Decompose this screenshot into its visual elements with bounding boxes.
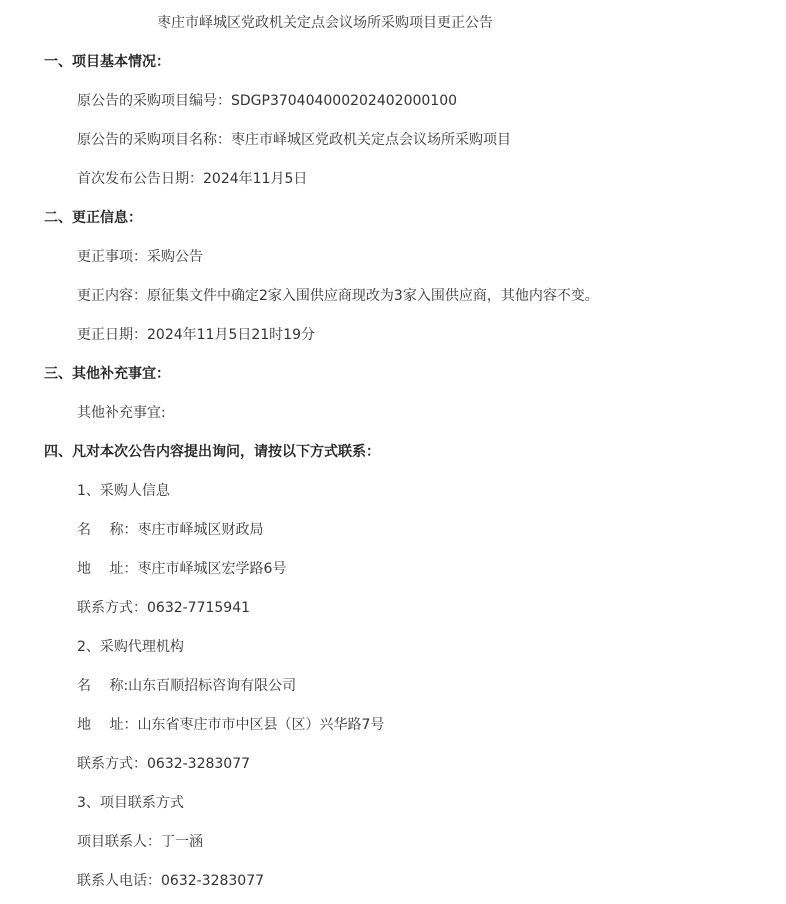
section-heading-basic-info: 一、项目基本情况： <box>44 54 170 70</box>
first-publish-date: 首次发布公告日期：2024年11月5日 <box>77 171 308 187</box>
agency-phone: 联系方式：0632-3283077 <box>77 756 251 772</box>
purchaser-name: 名 称：枣庄市峄城区财政局 <box>77 522 264 538</box>
correction-matter: 更正事项：采购公告 <box>77 249 203 265</box>
purchaser-address: 地 址：枣庄市峄城区宏学路6号 <box>77 561 287 577</box>
page-title: 枣庄市峄城区党政机关定点会议场所采购项目更正公告 <box>157 15 493 31</box>
original-project-number: 原公告的采购项目编号：SDGP370404000202402000100 <box>77 93 458 109</box>
section-heading-correction-info: 二、更正信息： <box>44 210 142 226</box>
section-heading-other-matters: 三、其他补充事宜： <box>44 366 170 382</box>
project-contact-person: 项目联系人：丁一涵 <box>77 834 203 850</box>
original-project-name: 原公告的采购项目名称：枣庄市峄城区党政机关定点会议场所采购项目 <box>77 132 511 148</box>
section-heading-contact: 四、凡对本次公告内容提出询问，请按以下方式联系： <box>44 444 380 460</box>
project-contact-label: 3、项目联系方式 <box>77 795 184 811</box>
purchaser-info-label: 1、采购人信息 <box>77 483 170 499</box>
agency-address: 地 址：山东省枣庄市市中区县（区）兴华路7号 <box>77 717 385 733</box>
other-matters: 其他补充事宜: <box>77 405 166 421</box>
agency-info-label: 2、采购代理机构 <box>77 639 184 655</box>
purchaser-phone: 联系方式：0632-7715941 <box>77 600 251 616</box>
agency-name: 名 称:山东百顺招标咨询有限公司 <box>77 678 297 694</box>
project-contact-phone: 联系人电话：0632-3283077 <box>77 873 265 889</box>
correction-content: 更正内容：原征集文件中确定2家入围供应商现改为3家入围供应商，其他内容不变。 <box>77 288 599 304</box>
correction-date: 更正日期：2024年11月5日21时19分 <box>77 327 315 343</box>
